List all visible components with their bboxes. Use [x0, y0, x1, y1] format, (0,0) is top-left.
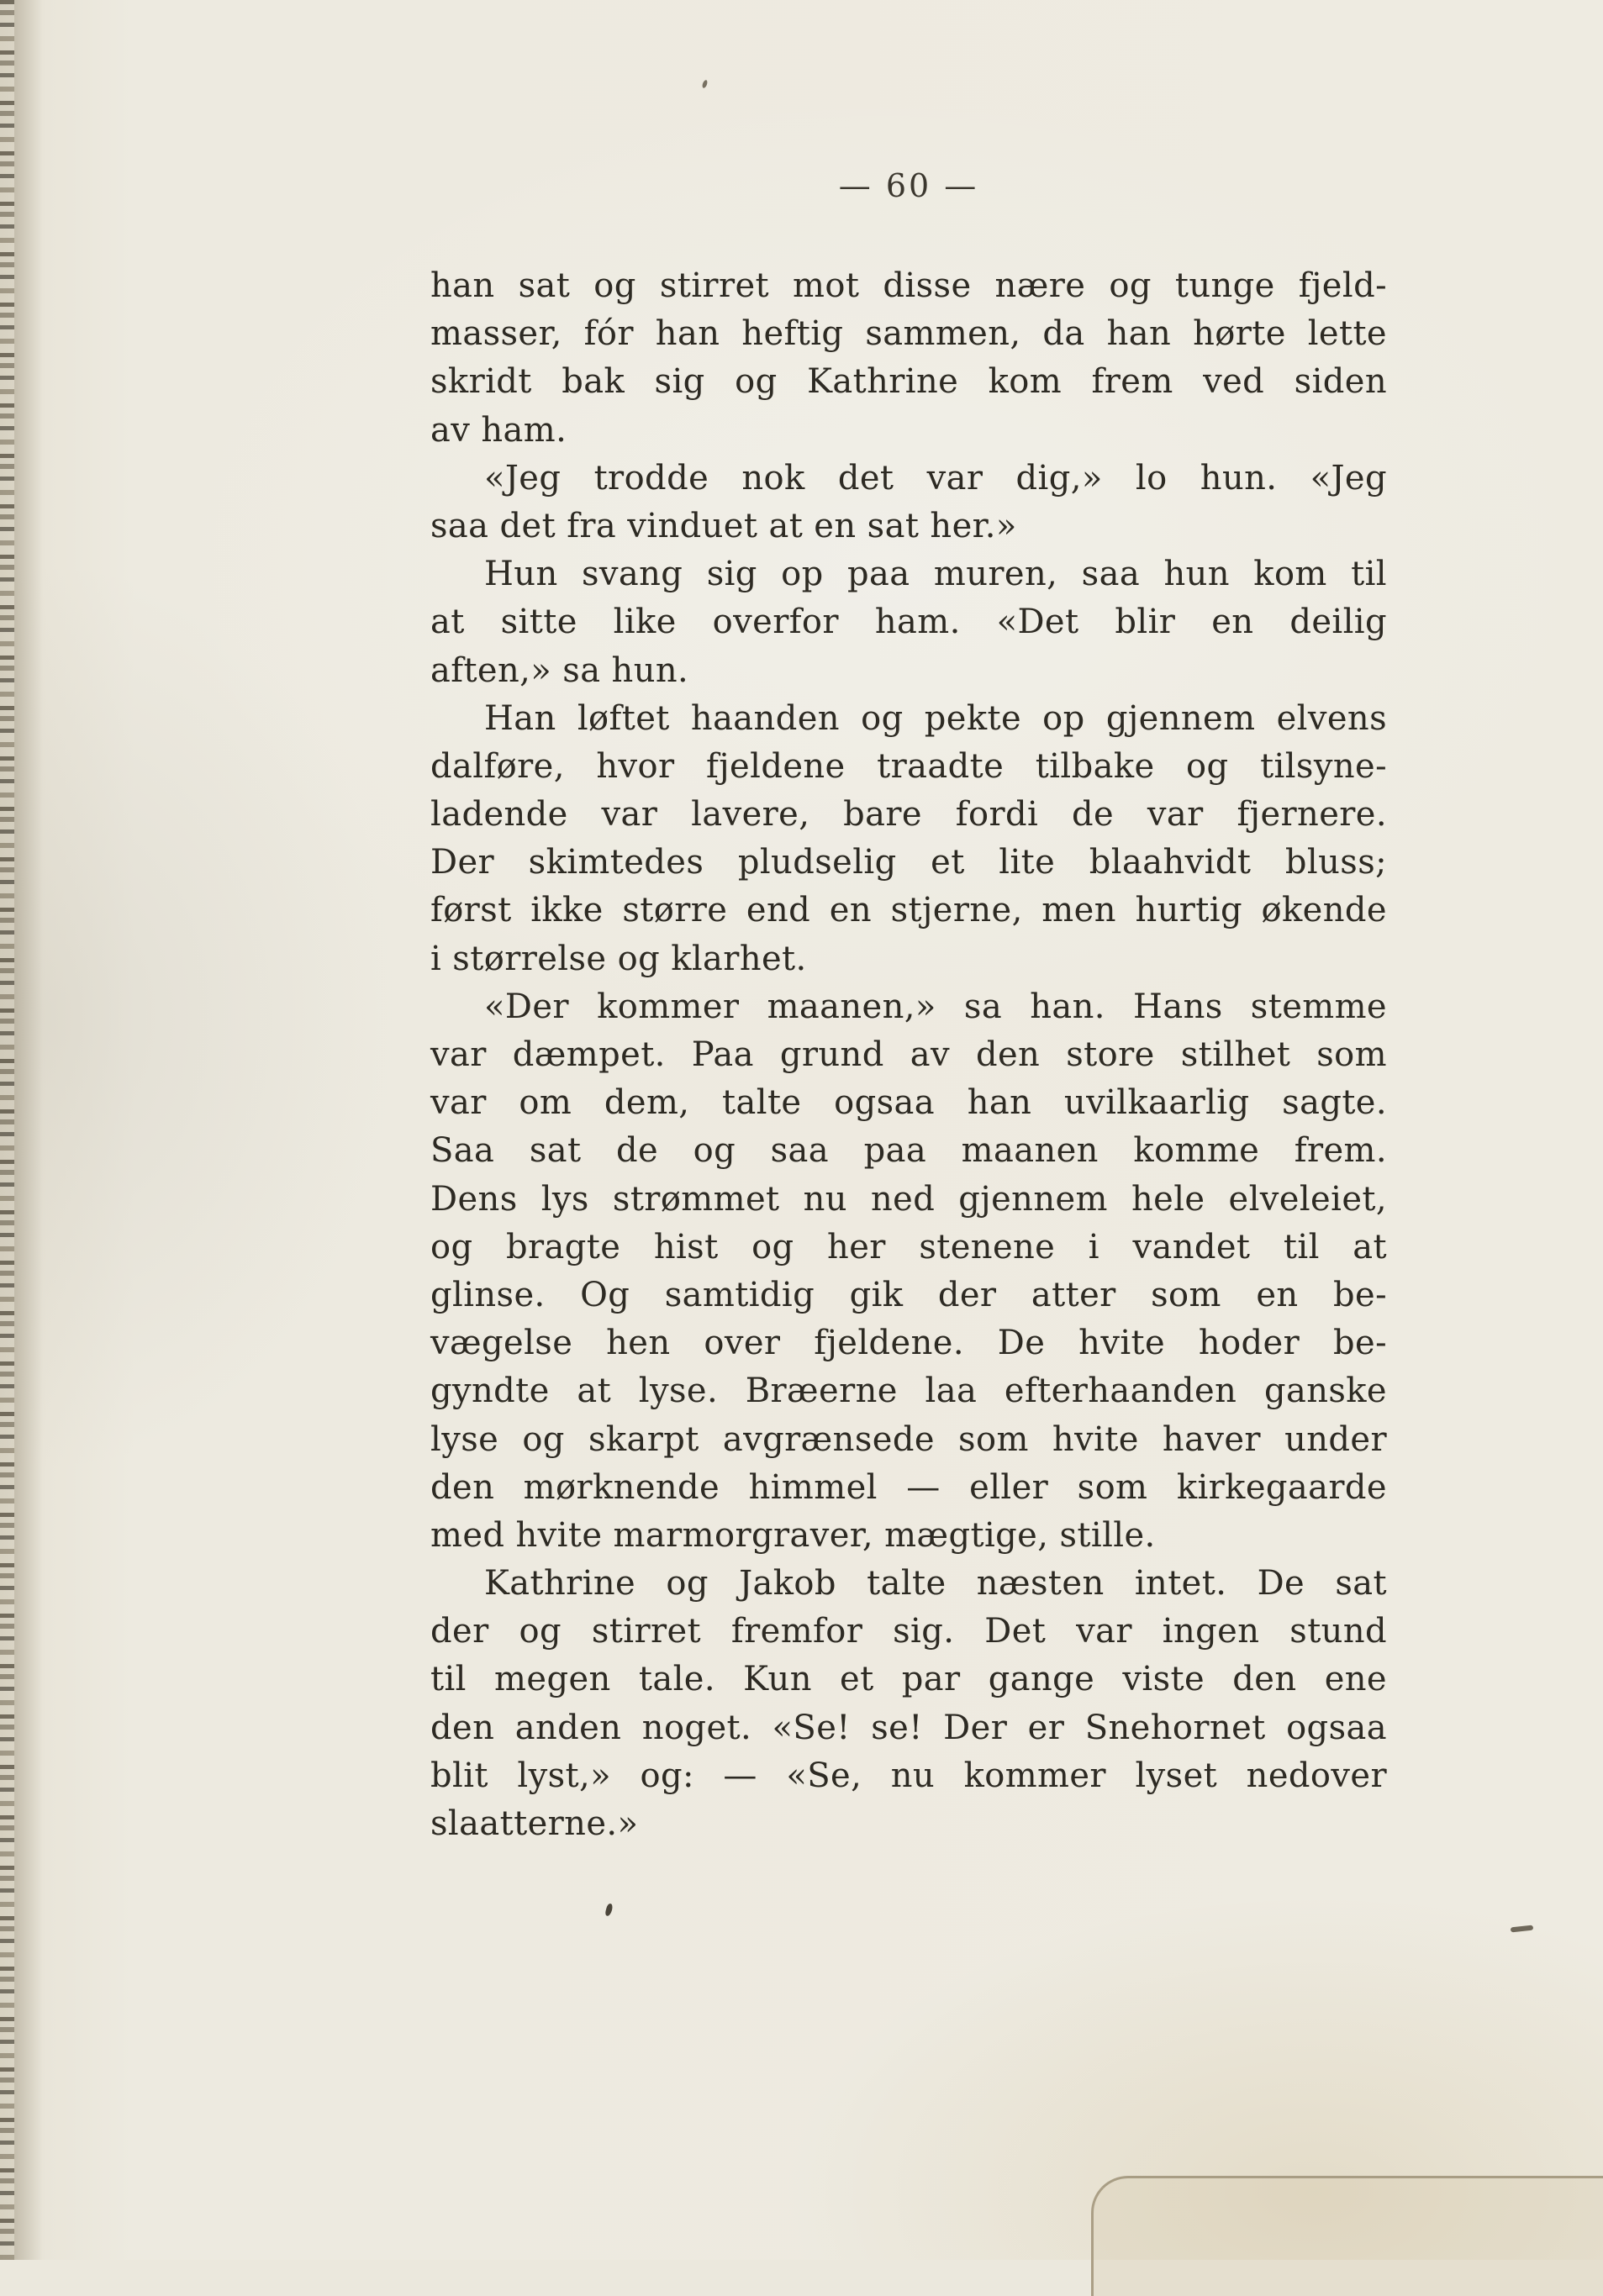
text-line: Dens lys strømmet nu ned gjennem hele elveleiet, — [430, 1179, 1387, 1219]
text-line: dalføre, hvor fjeldene traadte tilbake og tilsyne- — [430, 746, 1387, 786]
text-line: var om dem, talte ogsaa han uvilkaarlig sagte. — [430, 1083, 1387, 1123]
text-line: saa det fra vinduet at en sat her.» — [430, 506, 1017, 545]
text-block — [430, 262, 1387, 1848]
text-line: den anden noget. «Se! se! Der er Snehornet ogsaa — [430, 1708, 1387, 1747]
text-line: han sat og stirret mot disse nære og tunge fjeld- — [430, 266, 1387, 305]
text-line: var dæmpet. Paa grund av den store stilhet som — [430, 1035, 1387, 1074]
text-line: «Der kommer maanen,» sa han. Hans stemme — [484, 987, 1387, 1026]
text-line: med hvite marmorgraver, mægtige, stille. — [430, 1515, 1156, 1555]
text-line: til megen tale. Kun et par gange viste den ene — [430, 1660, 1387, 1699]
text-line: «Jeg trodde nok det var dig,» lo hun. «Jeg — [484, 458, 1387, 498]
text-line: gyndte at lyse. Bræerne laa efterhaanden ganske — [430, 1372, 1387, 1411]
binding-edge — [0, 0, 14, 2260]
text-line: i størrelse og klarhet. — [430, 939, 807, 978]
text-line: Kathrine og Jakob talte næsten intet. De sat — [484, 1564, 1387, 1604]
text-line: at sitte like overfor ham. «Det blir en deilig — [430, 603, 1387, 642]
text-line: slaatterne.» — [430, 1804, 639, 1843]
text-line: av ham. — [430, 410, 567, 450]
ink-speck — [1511, 1925, 1533, 1933]
text-line: Han løftet haanden og pekte op gjennem elvens — [484, 698, 1387, 738]
text-line: den mørknende himmel — eller som kirkegaarde — [430, 1467, 1387, 1507]
text-line: skridt bak sig og Kathrine kom frem ved siden — [430, 362, 1387, 402]
corner-stamp-frame — [1091, 2176, 1603, 2296]
text-line: Hun svang sig op paa muren, saa hun kom til — [484, 555, 1387, 594]
text-line: ladende var lavere, bare fordi de var fjernere. — [430, 795, 1387, 835]
text-line: Der skimtedes pludselig et lite blaahvidt bluss; — [430, 843, 1387, 882]
text-line: og bragte hist og her stenene i vandet til at — [430, 1227, 1387, 1266]
text-line: aften,» sa hun. — [430, 650, 689, 690]
text-line: vægelse hen over fjeldene. De hvite hoder be- — [430, 1324, 1387, 1363]
text-line: lyse og skarpt avgrænsede som hvite haver under — [430, 1419, 1387, 1459]
text-line: masser, fór han heftig sammen, da han hørte lette — [430, 314, 1387, 354]
text-line: glinse. Og samtidig gik der atter som en be- — [430, 1275, 1387, 1314]
ink-speck — [604, 1903, 613, 1916]
text-line: der og stirret fremfor sig. Det var ingen stund — [430, 1612, 1387, 1651]
ink-speck — [701, 79, 708, 88]
page-number: — 60 — — [838, 167, 979, 204]
text-line: blit lyst,» og: — «Se, nu kommer lyset nedover — [430, 1756, 1387, 1795]
text-line: Saa sat de og saa paa maanen komme frem. — [430, 1131, 1387, 1171]
text-line: først ikke større end en stjerne, men hurtig økende — [430, 891, 1387, 930]
binding-edge-shadow — [14, 0, 43, 2260]
